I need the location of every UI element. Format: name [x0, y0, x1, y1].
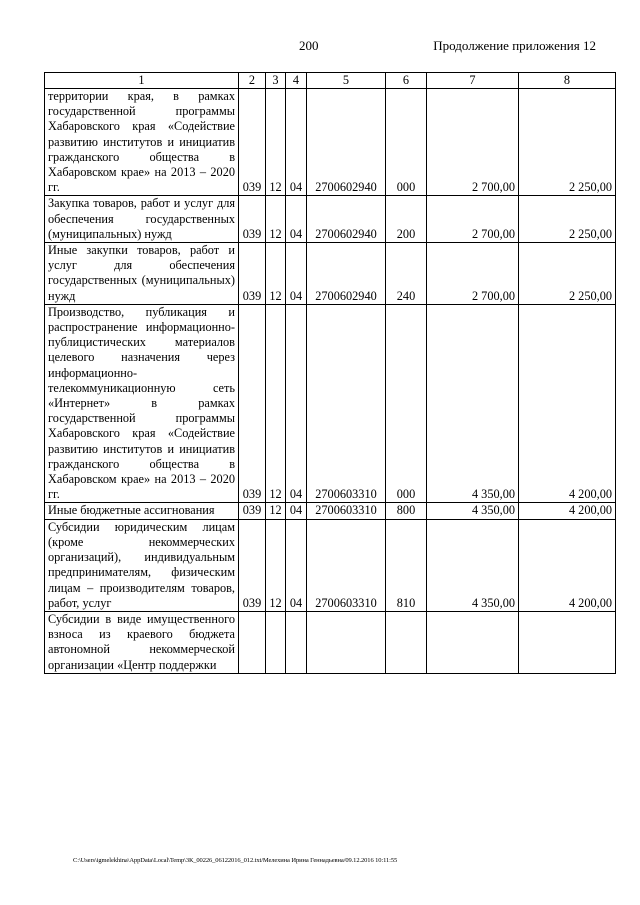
- budget-table: [44, 72, 616, 674]
- cell-amount-2: 4 200,00: [519, 519, 616, 611]
- cell-amount-1: [427, 611, 519, 673]
- column-number-header: 2: [239, 73, 266, 89]
- cell-section: 12: [266, 243, 286, 305]
- cell-ministry-code: [239, 611, 266, 673]
- cell-subsection: [286, 611, 307, 673]
- cell-amount-2: 4 200,00: [519, 503, 616, 519]
- row-name: территории края, в рамках государственной программы Хабаровского края «Содействие развитию институтов и инициатив гражданского общества в Хабаровском крае» на 2013 – 2020 гг.: [45, 89, 239, 196]
- column-number-header: 8: [519, 73, 616, 89]
- row-name: Иные бюджетные ассигнования: [45, 503, 239, 519]
- row-name: Субсидии юридическим лицам (кроме некоммерческих организаций), индивидуальным предпринимателям, физическим лицам – производителям товаров, работ, услуг: [45, 519, 239, 611]
- table-row: [45, 503, 616, 519]
- cell-subsection: 04: [286, 89, 307, 196]
- continuation-label: Продолжение приложения 12: [433, 38, 596, 53]
- file-path-footer: C:\Users\igmelekhina\AppData\Local\Temp\3К_00226_06122016_012.txt/Мелехина Ирина Геннадьевна/09.12.2016 10:11:55: [73, 857, 398, 864]
- cell-subsection: 04: [286, 503, 307, 519]
- page-number: 200: [299, 38, 319, 53]
- cell-expense-type: 240: [386, 243, 427, 305]
- column-number-header: 5: [307, 73, 386, 89]
- cell-ministry-code: 039: [239, 89, 266, 196]
- cell-target-article: 2700603310: [307, 519, 386, 611]
- column-number-header: 1: [45, 73, 239, 89]
- cell-section: 12: [266, 503, 286, 519]
- cell-ministry-code: 039: [239, 196, 266, 243]
- cell-expense-type: 000: [386, 89, 427, 196]
- cell-target-article: 2700603310: [307, 304, 386, 503]
- table-row: [45, 304, 616, 503]
- cell-expense-type: [386, 611, 427, 673]
- cell-ministry-code: 039: [239, 243, 266, 305]
- cell-expense-type: 200: [386, 196, 427, 243]
- cell-target-article: 2700603310: [307, 503, 386, 519]
- cell-target-article: 2700602940: [307, 196, 386, 243]
- cell-amount-2: [519, 611, 616, 673]
- cell-section: 12: [266, 304, 286, 503]
- cell-amount-1: 4 350,00: [427, 503, 519, 519]
- cell-amount-2: 2 250,00: [519, 196, 616, 243]
- column-number-header: 7: [427, 73, 519, 89]
- cell-amount-2: 4 200,00: [519, 304, 616, 503]
- cell-amount-1: 2 700,00: [427, 89, 519, 196]
- cell-expense-type: 800: [386, 503, 427, 519]
- column-number-header: 6: [386, 73, 427, 89]
- row-name: Субсидии в виде имущественного взноса из краевого бюджета автономной некоммерческой организации «Центр поддержки: [45, 611, 239, 673]
- cell-section: [266, 611, 286, 673]
- cell-amount-1: 4 350,00: [427, 304, 519, 503]
- cell-ministry-code: 039: [239, 503, 266, 519]
- cell-subsection: 04: [286, 243, 307, 305]
- table-row: [45, 89, 616, 196]
- cell-section: 12: [266, 196, 286, 243]
- column-number-row: [45, 73, 616, 89]
- row-name: Производство, публикация и распространение информационно-публицистических материалов целевого назначения через информационно-телекоммуникационную сеть «Интернет» в рамках государственной программы Хабаровского края «Содействие развитию институтов и инициатив гражданского общества в Хабаровском крае» на 2013 – 2020 гг.: [45, 304, 239, 503]
- table-row: [45, 611, 616, 673]
- column-number-header: 4: [286, 73, 307, 89]
- cell-ministry-code: 039: [239, 519, 266, 611]
- cell-amount-1: 4 350,00: [427, 519, 519, 611]
- cell-amount-2: 2 250,00: [519, 89, 616, 196]
- column-number-header: 3: [266, 73, 286, 89]
- cell-expense-type: 810: [386, 519, 427, 611]
- cell-amount-1: 2 700,00: [427, 196, 519, 243]
- cell-target-article: 2700602940: [307, 89, 386, 196]
- cell-expense-type: 000: [386, 304, 427, 503]
- cell-section: 12: [266, 519, 286, 611]
- cell-subsection: 04: [286, 304, 307, 503]
- table-row: [45, 519, 616, 611]
- cell-section: 12: [266, 89, 286, 196]
- table-row: [45, 196, 616, 243]
- row-name: Закупка товаров, работ и услуг для обеспечения государственных (муниципальных) нужд: [45, 196, 239, 243]
- table-row: [45, 243, 616, 305]
- cell-target-article: 2700602940: [307, 243, 386, 305]
- cell-amount-2: 2 250,00: [519, 243, 616, 305]
- cell-subsection: 04: [286, 196, 307, 243]
- cell-amount-1: 2 700,00: [427, 243, 519, 305]
- cell-subsection: 04: [286, 519, 307, 611]
- row-name: Иные закупки товаров, работ и услуг для обеспечения государственных (муниципальных) нужд: [45, 243, 239, 305]
- cell-target-article: [307, 611, 386, 673]
- cell-ministry-code: 039: [239, 304, 266, 503]
